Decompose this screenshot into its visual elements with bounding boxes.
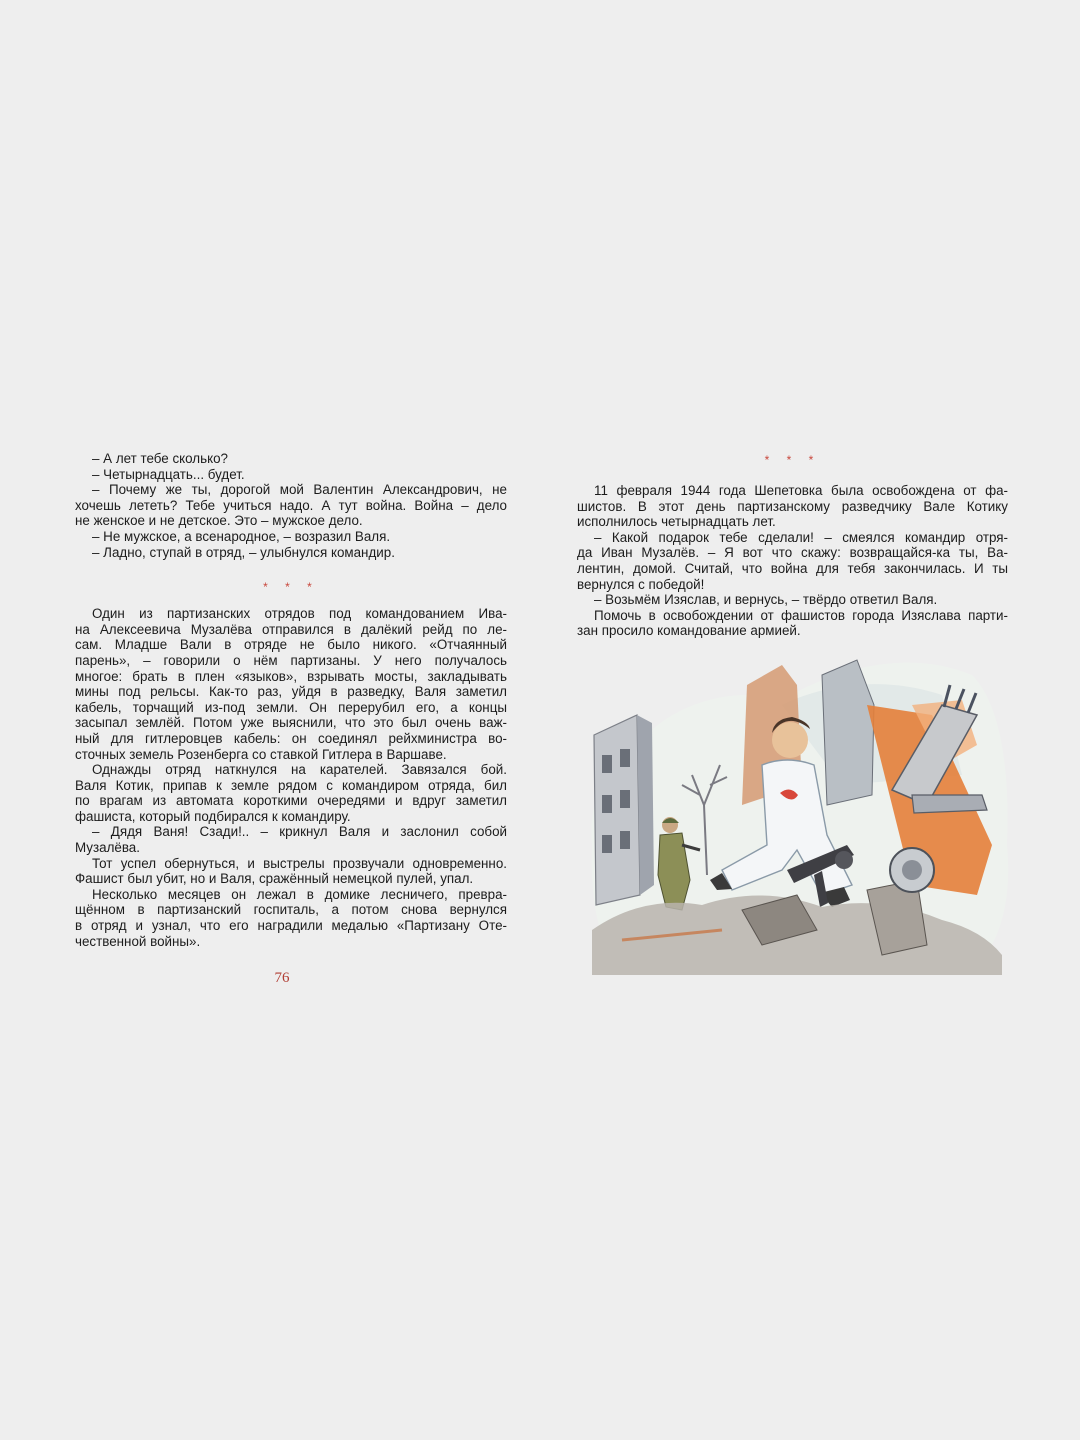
- right-page-text: [577, 483, 1008, 639]
- text-line: ный для гитлеровцев кабель: он соединял рейхминистра во-: [75, 730, 507, 746]
- text-line: зан просило командование армией.: [577, 623, 801, 639]
- text-line: не женское и не детское. Это – мужское дело.: [75, 513, 363, 529]
- text-line: хочешь лететь? Тебе учиться надо. А тут война. Война – дело: [75, 497, 507, 513]
- story-block: [577, 483, 1008, 639]
- text-line: – А лет тебе сколько?: [92, 451, 229, 466]
- text-line: шистов. В этот день партизанскому разведчику Вале Котику: [577, 498, 1008, 514]
- text-line: чественной войны».: [75, 933, 201, 949]
- text-line: Несколько месяцев он лежал в домике лесничего, превра-: [92, 886, 507, 902]
- text-line: – Возьмём Изяслав, и вернусь, – твёрдо ответил Валя.: [594, 592, 938, 608]
- dialogue-block: [75, 451, 507, 560]
- text-line: – Дядя Ваня! Сзади!.. – крикнул Валя и заслонил собой: [92, 824, 507, 840]
- text-line: Однажды отряд наткнулся на карателей. Завязался бой.: [92, 762, 507, 778]
- text-line: сам. Младше Вали в отряде не было никого. «Отчаянный: [75, 637, 507, 653]
- text-line: исполнилось четырнадцать лет.: [577, 514, 776, 530]
- text-line: – Четырнадцать... будет.: [92, 466, 245, 482]
- text-line: Помочь в освобождении от фашистов города Изяслава парти-: [594, 607, 1008, 623]
- text-line: Тот успел обернуться, и выстрелы прозвучали одновременно.: [92, 855, 507, 871]
- left-page-text: [75, 451, 507, 949]
- section-separator-right: * * *: [764, 453, 821, 467]
- text-line: кабель, торчащий из-под земли. Он перерубил его, а концы: [75, 699, 507, 715]
- text-line: засыпал землёй. Потом уже выяснили, что это был очень важ-: [75, 715, 507, 731]
- text-line: вернулся с победой!: [577, 576, 705, 592]
- text-line: по врагам из автомата короткими очередями и вдруг заметил: [75, 793, 507, 809]
- text-line: Один из партизанских отрядов под командованием Ива-: [92, 606, 507, 622]
- text-line: да Иван Музалёв. – Я вот что скажу: возвращайся-ка ты, Ва-: [577, 545, 1008, 561]
- text-line: сточных земель Розенберга со ставкой Гитлера в Варшаве.: [75, 746, 447, 762]
- text-line: Валя Котик, припав к земле рядом с командиром отряда, бил: [75, 777, 507, 793]
- text-line: 11 февраля 1944 года Шепетовка была освобождена от фа-: [594, 483, 1008, 498]
- text-line: – Ладно, ступай в отряд, – улыбнулся командир.: [92, 544, 395, 560]
- text-line: лентин, домой. Считай, что война для тебя закончилась. И ты: [577, 560, 1008, 576]
- page-number: 76: [274, 970, 290, 986]
- text-line: щённом в партизанский госпиталь, а потом снова вернулся: [75, 902, 507, 918]
- illustration: [582, 645, 1012, 980]
- text-line: парень», – говорили о нём партизаны. У него получалось: [75, 652, 507, 668]
- section-separator-left: * * *: [263, 580, 319, 594]
- story-block: [75, 606, 507, 949]
- text-line: в отряд и узнал, что его наградили медалью «Партизану Оте-: [75, 918, 507, 934]
- text-line: на Алексеевича Музалёва отправился в далёкий рейд по ле-: [75, 621, 507, 637]
- text-line: Фашист был убит, но и Валя, сражённый немецкой пулей, упал.: [75, 871, 474, 887]
- text-line: Музалёва.: [75, 840, 140, 856]
- text-line: фашиста, который подбирался к командиру.: [75, 808, 351, 824]
- text-line: – Почему же ты, дорогой мой Валентин Александрович, не: [92, 482, 507, 498]
- text-line: многое: брать в плен «языков», взрывать мосты, закладывать: [75, 668, 507, 684]
- text-line: – Не мужское, а всенародное, – возразил Валя.: [92, 528, 391, 544]
- ruined-building-left: [594, 715, 654, 905]
- text-line: мины под рельсы. Как-то раз, уйдя в разведку, Валя заметил: [75, 684, 507, 700]
- text-line: – Какой подарок тебе сделали! – смеялся командир отря-: [594, 529, 1008, 545]
